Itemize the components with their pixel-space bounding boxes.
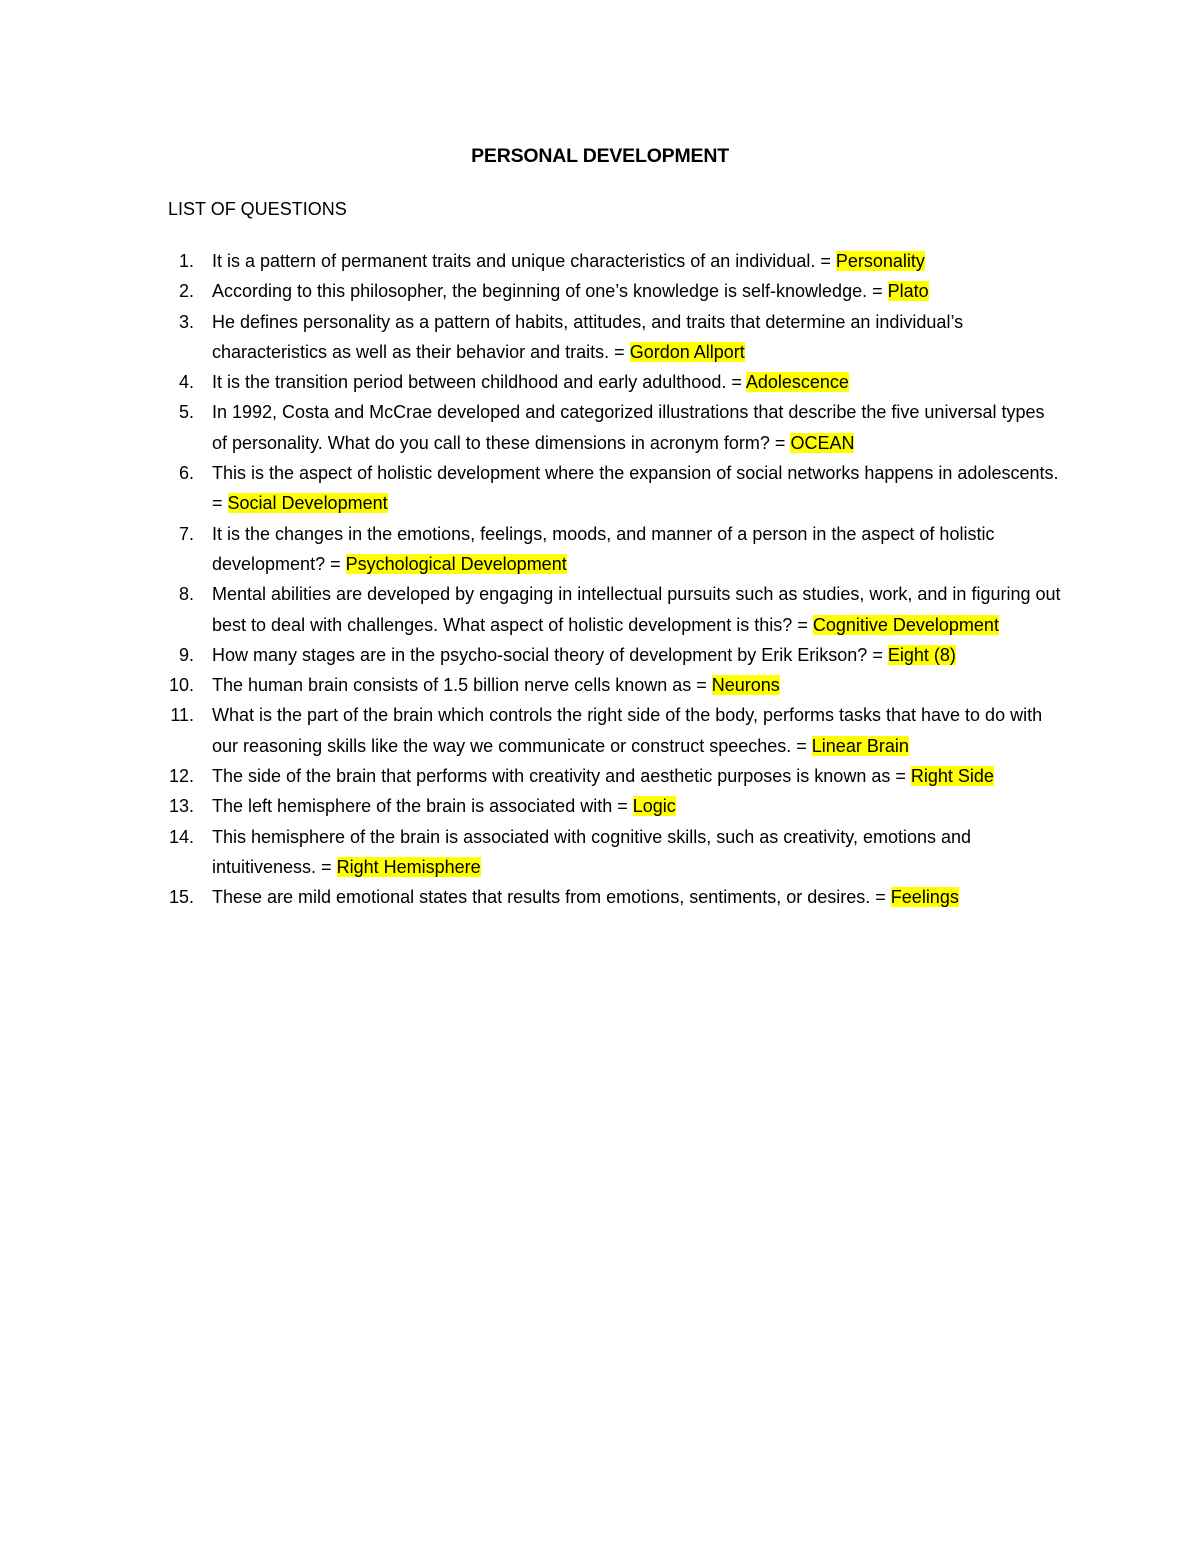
- question-item-6: [0, 458, 1200, 519]
- question-text: [212, 276, 1062, 306]
- question-number: 8.: [178, 584, 194, 605]
- question-item-14: [0, 822, 1200, 883]
- question-item-15: [0, 882, 1200, 912]
- question-number: 11.: [170, 705, 194, 726]
- question-item-12: [0, 761, 1200, 791]
- question-text: [212, 519, 1062, 580]
- highlighted-answer: Gordon Allport: [629, 341, 745, 362]
- question-number: 7.: [178, 523, 194, 544]
- list-heading: LIST OF QUESTIONS: [168, 199, 347, 219]
- question-text: [212, 458, 1062, 519]
- question-item-3: [0, 307, 1200, 368]
- highlighted-answer: Eight (8): [887, 644, 956, 665]
- question-text: [212, 822, 1062, 883]
- document-title: PERSONAL DEVELOPMENT: [471, 145, 729, 167]
- question-text: [212, 397, 1062, 458]
- highlighted-answer: Linear Brain: [811, 735, 909, 756]
- question-prompt: In 1992, Costa and McCrae developed and categorized illustrations that describe the five universal types of personality. What do you call to these dimensions in acronym form? =: [212, 402, 1045, 453]
- question-prompt: What is the part of the brain which controls the right side of the body, performs tasks that have to do with our reasoning skills like the way we communicate or construct speeches. =: [212, 705, 1043, 756]
- question-item-2: [0, 276, 1200, 306]
- question-item-13: [0, 791, 1200, 821]
- highlighted-answer: Personality: [835, 251, 925, 271]
- question-prompt: It is a pattern of permanent traits and unique characteristics of an individual. =: [212, 251, 836, 271]
- question-number: 1.: [178, 251, 194, 271]
- highlighted-answer: Feelings: [890, 887, 959, 908]
- question-prompt: The side of the brain that performs with creativity and aesthetic purposes is known as =: [212, 766, 911, 787]
- question-item-5: [0, 397, 1200, 458]
- question-prompt: It is the transition period between childhood and early adulthood. =: [212, 372, 746, 393]
- question-text: [212, 246, 1062, 276]
- question-prompt: These are mild emotional states that results from emotions, sentiments, or desires. =: [212, 887, 891, 908]
- question-item-7: [0, 519, 1200, 580]
- question-number: 14.: [168, 826, 194, 847]
- question-text: [212, 791, 1062, 821]
- highlighted-answer: Social Development: [227, 493, 388, 514]
- question-number: 6.: [178, 463, 194, 484]
- highlighted-answer: Plato: [887, 281, 929, 302]
- question-prompt: This hemisphere of the brain is associated with cognitive skills, such as creativity, emotions and intuitiveness. =: [212, 826, 972, 877]
- question-text: [212, 761, 1062, 791]
- question-number: 2.: [178, 281, 194, 302]
- question-number: 10.: [168, 675, 194, 696]
- question-item-4: [0, 367, 1200, 397]
- question-item-9: [0, 640, 1200, 670]
- question-number: 12.: [168, 766, 194, 787]
- question-item-11: [0, 700, 1200, 761]
- question-prompt: Mental abilities are developed by engaging in intellectual pursuits such as studies, work, and in figuring out best to deal with challenges. What aspect of holistic development is this? =: [212, 584, 1061, 635]
- question-prompt: The left hemisphere of the brain is associated with =: [212, 796, 633, 817]
- question-number: 15.: [168, 887, 194, 908]
- question-number: 9.: [178, 644, 194, 665]
- highlighted-answer: Right Side: [910, 766, 994, 787]
- question-prompt: This is the aspect of holistic development where the expansion of social networks happens in adolescents. =: [212, 463, 1059, 514]
- question-prompt: How many stages are in the psycho-social theory of development by Erik Erikson? =: [212, 644, 888, 665]
- question-prompt: It is the changes in the emotions, feelings, moods, and manner of a person in the aspect of holistic development? =: [212, 523, 995, 574]
- question-text: [212, 579, 1062, 640]
- question-item-1: [0, 246, 1200, 276]
- question-number: 13.: [168, 796, 194, 817]
- question-prompt: According to this philosopher, the beginning of one’s knowledge is self-knowledge. =: [212, 281, 888, 302]
- highlighted-answer: Cognitive Development: [812, 614, 999, 635]
- question-prompt: He defines personality as a pattern of habits, attitudes, and traits that determine an individual’s characteristics as well as their behavior and traits. =: [212, 311, 964, 362]
- question-prompt: The human brain consists of 1.5 billion nerve cells known as =: [212, 675, 712, 696]
- question-text: [212, 307, 1062, 368]
- question-text: [212, 670, 1062, 700]
- question-list: [0, 246, 1200, 913]
- highlighted-answer: Adolescence: [745, 372, 849, 393]
- question-number: 4.: [178, 372, 194, 393]
- question-number: 3.: [178, 311, 194, 332]
- question-item-8: [0, 579, 1200, 640]
- question-item-10: [0, 670, 1200, 700]
- highlighted-answer: Right Hemisphere: [336, 856, 481, 877]
- highlighted-answer: OCEAN: [790, 432, 855, 453]
- question-text: [212, 640, 1062, 670]
- question-text: [212, 700, 1062, 761]
- question-number: 5.: [178, 402, 194, 423]
- question-text: [212, 367, 1062, 397]
- highlighted-answer: Psychological Development: [345, 553, 567, 574]
- question-text: [212, 882, 1062, 912]
- highlighted-answer: Neurons: [711, 675, 780, 696]
- highlighted-answer: Logic: [632, 796, 676, 817]
